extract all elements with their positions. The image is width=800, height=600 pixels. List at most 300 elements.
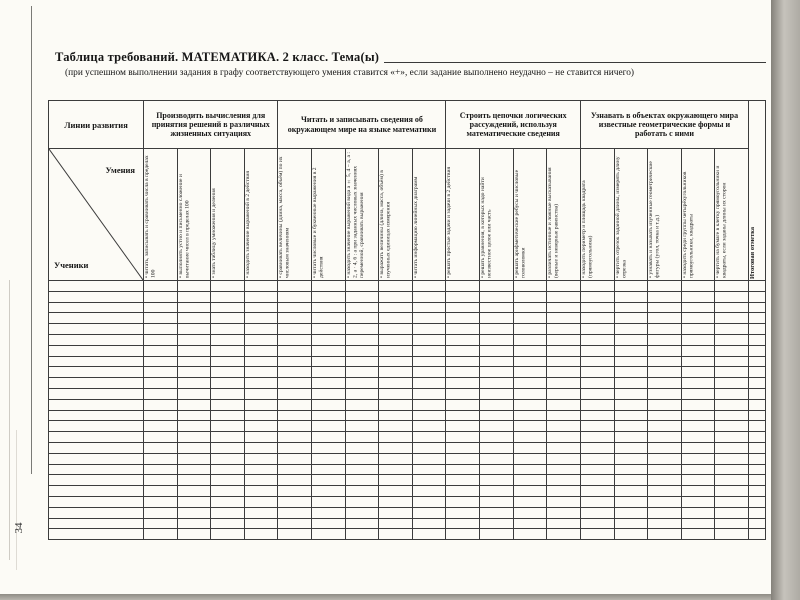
mark-cell (211, 356, 245, 367)
mark-cell (211, 496, 245, 507)
mark-cell (144, 281, 178, 292)
final-grade-cell (749, 302, 766, 313)
mark-cell (345, 399, 379, 410)
mark-cell (648, 453, 682, 464)
mark-cell (345, 421, 379, 432)
document-subtitle: (при успешном выполнении задания в графу соответствующего умения ставится «+», если задание выполнено неудачно – не ставится ничего) (65, 68, 635, 78)
mark-cell (177, 302, 211, 313)
mark-cell (715, 378, 749, 389)
mark-cell (177, 345, 211, 356)
mark-cell (480, 313, 514, 324)
mark-cell (312, 281, 346, 292)
mark-cell (480, 421, 514, 432)
mark-cell (379, 453, 413, 464)
mark-cell (580, 496, 614, 507)
skill-header-row (49, 149, 766, 281)
student-name-cell (49, 302, 144, 313)
page-number: 34 (13, 522, 25, 534)
mark-cell (244, 334, 278, 345)
mark-cell (278, 399, 312, 410)
skill-header-cell (144, 149, 178, 281)
student-name-cell (49, 421, 144, 432)
mark-cell (648, 410, 682, 421)
mark-cell (648, 464, 682, 475)
mark-cell (580, 356, 614, 367)
student-row (49, 453, 766, 464)
mark-cell (480, 442, 514, 453)
mark-cell (715, 356, 749, 367)
mark-cell (614, 291, 648, 302)
mark-cell (580, 486, 614, 497)
student-name-cell (49, 356, 144, 367)
skill-label: • читать, записывать и сравнивать числа в пределах 100 (144, 149, 177, 279)
mark-cell (278, 291, 312, 302)
mark-cell (715, 507, 749, 518)
final-grade-cell (749, 432, 766, 443)
mark-cell (547, 464, 581, 475)
student-name-cell (49, 291, 144, 302)
mark-cell (614, 313, 648, 324)
mark-cell (614, 529, 648, 540)
mark-cell (715, 291, 749, 302)
mark-cell (580, 410, 614, 421)
mark-cell (513, 518, 547, 529)
mark-cell (547, 486, 581, 497)
final-grade-cell (749, 291, 766, 302)
final-grade-cell (749, 388, 766, 399)
mark-cell (312, 410, 346, 421)
mark-cell (715, 399, 749, 410)
mark-cell (177, 410, 211, 421)
mark-cell (244, 378, 278, 389)
mark-cell (580, 281, 614, 292)
final-grade-cell (749, 421, 766, 432)
mark-cell (379, 345, 413, 356)
mark-cell (412, 291, 446, 302)
student-name-cell (49, 324, 144, 335)
mark-cell (681, 378, 715, 389)
mark-cell (547, 432, 581, 443)
student-name-cell (49, 432, 144, 443)
mark-cell (648, 442, 682, 453)
mark-cell (144, 399, 178, 410)
mark-cell (177, 313, 211, 324)
mark-cell (614, 399, 648, 410)
mark-cell (312, 432, 346, 443)
mark-cell (681, 334, 715, 345)
mark-cell (715, 367, 749, 378)
skill-header-cell (614, 149, 648, 281)
mark-cell (312, 475, 346, 486)
final-grade-cell (749, 324, 766, 335)
mark-cell (614, 388, 648, 399)
student-name-cell (49, 507, 144, 518)
student-row (49, 324, 766, 335)
mark-cell (614, 453, 648, 464)
mark-cell (480, 324, 514, 335)
mark-cell (211, 388, 245, 399)
mark-cell (513, 475, 547, 486)
mark-cell (379, 291, 413, 302)
mark-cell (312, 486, 346, 497)
mark-cell (614, 410, 648, 421)
student-name-cell (49, 345, 144, 356)
mark-cell (412, 442, 446, 453)
mark-cell (648, 345, 682, 356)
mark-cell (244, 388, 278, 399)
mark-cell (681, 410, 715, 421)
skill-header-cell (446, 149, 480, 281)
mark-cell (614, 518, 648, 529)
mark-cell (211, 442, 245, 453)
group-header-row (49, 101, 766, 149)
corner-skills-students-cell (49, 149, 144, 281)
mark-cell (312, 507, 346, 518)
mark-cell (177, 529, 211, 540)
mark-cell (211, 291, 245, 302)
mark-cell (211, 529, 245, 540)
final-grade-cell (749, 453, 766, 464)
mark-cell (345, 356, 379, 367)
mark-cell (480, 518, 514, 529)
group-header-math-language: Читать и записывать сведения об окружающем мире на языке математики (278, 101, 446, 149)
mark-cell (312, 378, 346, 389)
student-row (49, 442, 766, 453)
mark-cell (244, 281, 278, 292)
mark-cell (144, 378, 178, 389)
mark-cell (715, 281, 749, 292)
mark-cell (681, 464, 715, 475)
mark-cell (614, 442, 648, 453)
mark-cell (345, 345, 379, 356)
mark-cell (681, 453, 715, 464)
mark-cell (379, 302, 413, 313)
mark-cell (379, 507, 413, 518)
document-title: Таблица требований. МАТЕМАТИКА. 2 класс. Тема(ы) (55, 50, 380, 64)
mark-cell (513, 453, 547, 464)
mark-cell (177, 453, 211, 464)
mark-cell (211, 281, 245, 292)
mark-cell (211, 345, 245, 356)
mark-cell (614, 302, 648, 313)
page-edge-line (16, 430, 17, 570)
mark-cell (244, 442, 278, 453)
mark-cell (412, 345, 446, 356)
mark-cell (547, 324, 581, 335)
mark-cell (312, 367, 346, 378)
mark-cell (580, 442, 614, 453)
mark-cell (379, 518, 413, 529)
final-grade-cell (749, 507, 766, 518)
mark-cell (312, 421, 346, 432)
mark-cell (648, 291, 682, 302)
mark-cell (278, 486, 312, 497)
mark-cell (211, 507, 245, 518)
mark-cell (480, 367, 514, 378)
skill-header-cell (278, 149, 312, 281)
mark-cell (614, 432, 648, 443)
mark-cell (648, 529, 682, 540)
mark-cell (345, 475, 379, 486)
mark-cell (480, 475, 514, 486)
skill-label: • читать числовые и буквенные выражения в 2 действия (312, 149, 345, 279)
student-name-cell (49, 378, 144, 389)
mark-cell (480, 356, 514, 367)
students-label: Ученики (54, 260, 89, 270)
mark-cell (648, 367, 682, 378)
mark-cell (446, 475, 480, 486)
mark-cell (278, 334, 312, 345)
mark-cell (278, 507, 312, 518)
mark-cell (614, 496, 648, 507)
mark-cell (513, 432, 547, 443)
mark-cell (412, 324, 446, 335)
student-row (49, 518, 766, 529)
mark-cell (211, 518, 245, 529)
mark-cell (446, 334, 480, 345)
mark-cell (211, 432, 245, 443)
mark-cell (345, 518, 379, 529)
mark-cell (446, 399, 480, 410)
mark-cell (412, 313, 446, 324)
mark-cell (345, 442, 379, 453)
final-grade-cell (749, 367, 766, 378)
mark-cell (681, 291, 715, 302)
mark-cell (412, 399, 446, 410)
mark-cell (580, 345, 614, 356)
mark-cell (312, 442, 346, 453)
mark-cell (244, 486, 278, 497)
mark-cell (144, 453, 178, 464)
mark-cell (614, 507, 648, 518)
final-grade-cell (749, 442, 766, 453)
mark-cell (681, 518, 715, 529)
mark-cell (648, 281, 682, 292)
mark-cell (547, 410, 581, 421)
mark-cell (614, 421, 648, 432)
skill-label: • знать таблицу умножения и деления (211, 149, 244, 279)
mark-cell (513, 324, 547, 335)
mark-cell (144, 345, 178, 356)
mark-cell (580, 507, 614, 518)
mark-cell (446, 464, 480, 475)
mark-cell (144, 518, 178, 529)
mark-cell (278, 302, 312, 313)
mark-cell (144, 302, 178, 313)
mark-cell (648, 378, 682, 389)
mark-cell (412, 529, 446, 540)
skill-header-cell (312, 149, 346, 281)
mark-cell (144, 496, 178, 507)
mark-cell (144, 442, 178, 453)
mark-cell (278, 475, 312, 486)
mark-cell (446, 410, 480, 421)
skills-label: Умения (105, 165, 135, 175)
student-row (49, 302, 766, 313)
mark-cell (547, 281, 581, 292)
mark-cell (211, 421, 245, 432)
mark-cell (446, 388, 480, 399)
mark-cell (715, 421, 749, 432)
mark-cell (177, 442, 211, 453)
final-grade-cell (749, 410, 766, 421)
mark-cell (312, 291, 346, 302)
mark-cell (580, 518, 614, 529)
mark-cell (345, 324, 379, 335)
mark-cell (547, 453, 581, 464)
mark-cell (177, 291, 211, 302)
student-name-cell (49, 388, 144, 399)
skill-header-cell (211, 149, 245, 281)
mark-cell (177, 281, 211, 292)
mark-cell (614, 367, 648, 378)
mark-cell (480, 378, 514, 389)
final-grade-column-header (749, 101, 766, 281)
mark-cell (345, 410, 379, 421)
mark-cell (513, 356, 547, 367)
mark-cell (513, 442, 547, 453)
mark-cell (345, 486, 379, 497)
mark-cell (211, 464, 245, 475)
mark-cell (379, 475, 413, 486)
mark-cell (345, 302, 379, 313)
mark-cell (211, 367, 245, 378)
mark-cell (446, 281, 480, 292)
final-grade-cell (749, 529, 766, 540)
mark-cell (312, 302, 346, 313)
scan-background (771, 0, 800, 600)
mark-cell (715, 442, 749, 453)
mark-cell (379, 367, 413, 378)
mark-cell (580, 334, 614, 345)
mark-cell (379, 324, 413, 335)
mark-cell (513, 388, 547, 399)
mark-cell (345, 529, 379, 540)
mark-cell (446, 302, 480, 313)
mark-cell (211, 486, 245, 497)
mark-cell (412, 421, 446, 432)
mark-cell (648, 475, 682, 486)
mark-cell (412, 281, 446, 292)
mark-cell (177, 378, 211, 389)
mark-cell (412, 367, 446, 378)
student-row (49, 388, 766, 399)
mark-cell (513, 507, 547, 518)
mark-cell (278, 442, 312, 453)
mark-cell (412, 410, 446, 421)
student-row (49, 291, 766, 302)
student-name-cell (49, 442, 144, 453)
mark-cell (547, 345, 581, 356)
student-row (49, 378, 766, 389)
mark-cell (446, 518, 480, 529)
mark-cell (614, 475, 648, 486)
final-grade-cell (749, 378, 766, 389)
mark-cell (211, 313, 245, 324)
mark-cell (278, 367, 312, 378)
mark-cell (379, 378, 413, 389)
mark-cell (580, 529, 614, 540)
mark-cell (177, 399, 211, 410)
mark-cell (446, 496, 480, 507)
skill-label: • читать информацию линейных диаграмм (413, 149, 446, 279)
mark-cell (547, 388, 581, 399)
mark-cell (648, 507, 682, 518)
skill-label: • выражать величины (длина, масса, объём) в изученных единицах измерения (379, 149, 412, 279)
final-grade-cell (749, 475, 766, 486)
mark-cell (177, 432, 211, 443)
student-row (49, 345, 766, 356)
mark-cell (278, 324, 312, 335)
mark-cell (648, 496, 682, 507)
mark-cell (412, 388, 446, 399)
mark-cell (144, 313, 178, 324)
mark-cell (480, 453, 514, 464)
mark-cell (580, 388, 614, 399)
page-edge-line (31, 6, 32, 474)
mark-cell (412, 356, 446, 367)
mark-cell (648, 518, 682, 529)
mark-cell (379, 529, 413, 540)
mark-cell (480, 529, 514, 540)
mark-cell (580, 302, 614, 313)
mark-cell (211, 324, 245, 335)
mark-cell (446, 486, 480, 497)
mark-cell (715, 453, 749, 464)
skill-label: • сравнивать величины (длина, масса, объём) по их числовым значениям (278, 149, 311, 279)
mark-cell (480, 464, 514, 475)
mark-cell (681, 507, 715, 518)
mark-cell (244, 313, 278, 324)
mark-cell (177, 356, 211, 367)
mark-cell (715, 334, 749, 345)
mark-cell (244, 421, 278, 432)
student-row (49, 399, 766, 410)
mark-cell (513, 281, 547, 292)
mark-cell (244, 345, 278, 356)
mark-cell (446, 324, 480, 335)
mark-cell (177, 421, 211, 432)
mark-cell (614, 486, 648, 497)
mark-cell (177, 507, 211, 518)
mark-cell (278, 281, 312, 292)
student-name-cell (49, 518, 144, 529)
mark-cell (648, 399, 682, 410)
mark-cell (480, 345, 514, 356)
mark-cell (412, 464, 446, 475)
skill-header-cell (580, 149, 614, 281)
mark-cell (480, 281, 514, 292)
mark-cell (244, 367, 278, 378)
mark-cell (681, 281, 715, 292)
student-row (49, 432, 766, 443)
mark-cell (480, 410, 514, 421)
mark-cell (379, 410, 413, 421)
mark-cell (547, 302, 581, 313)
mark-cell (244, 529, 278, 540)
mark-cell (715, 464, 749, 475)
mark-cell (547, 475, 581, 486)
final-grade-cell (749, 345, 766, 356)
mark-cell (580, 432, 614, 443)
mark-cell (412, 453, 446, 464)
mark-cell (480, 496, 514, 507)
mark-cell (480, 291, 514, 302)
mark-cell (547, 496, 581, 507)
mark-cell (144, 486, 178, 497)
mark-cell (278, 529, 312, 540)
mark-cell (681, 324, 715, 335)
